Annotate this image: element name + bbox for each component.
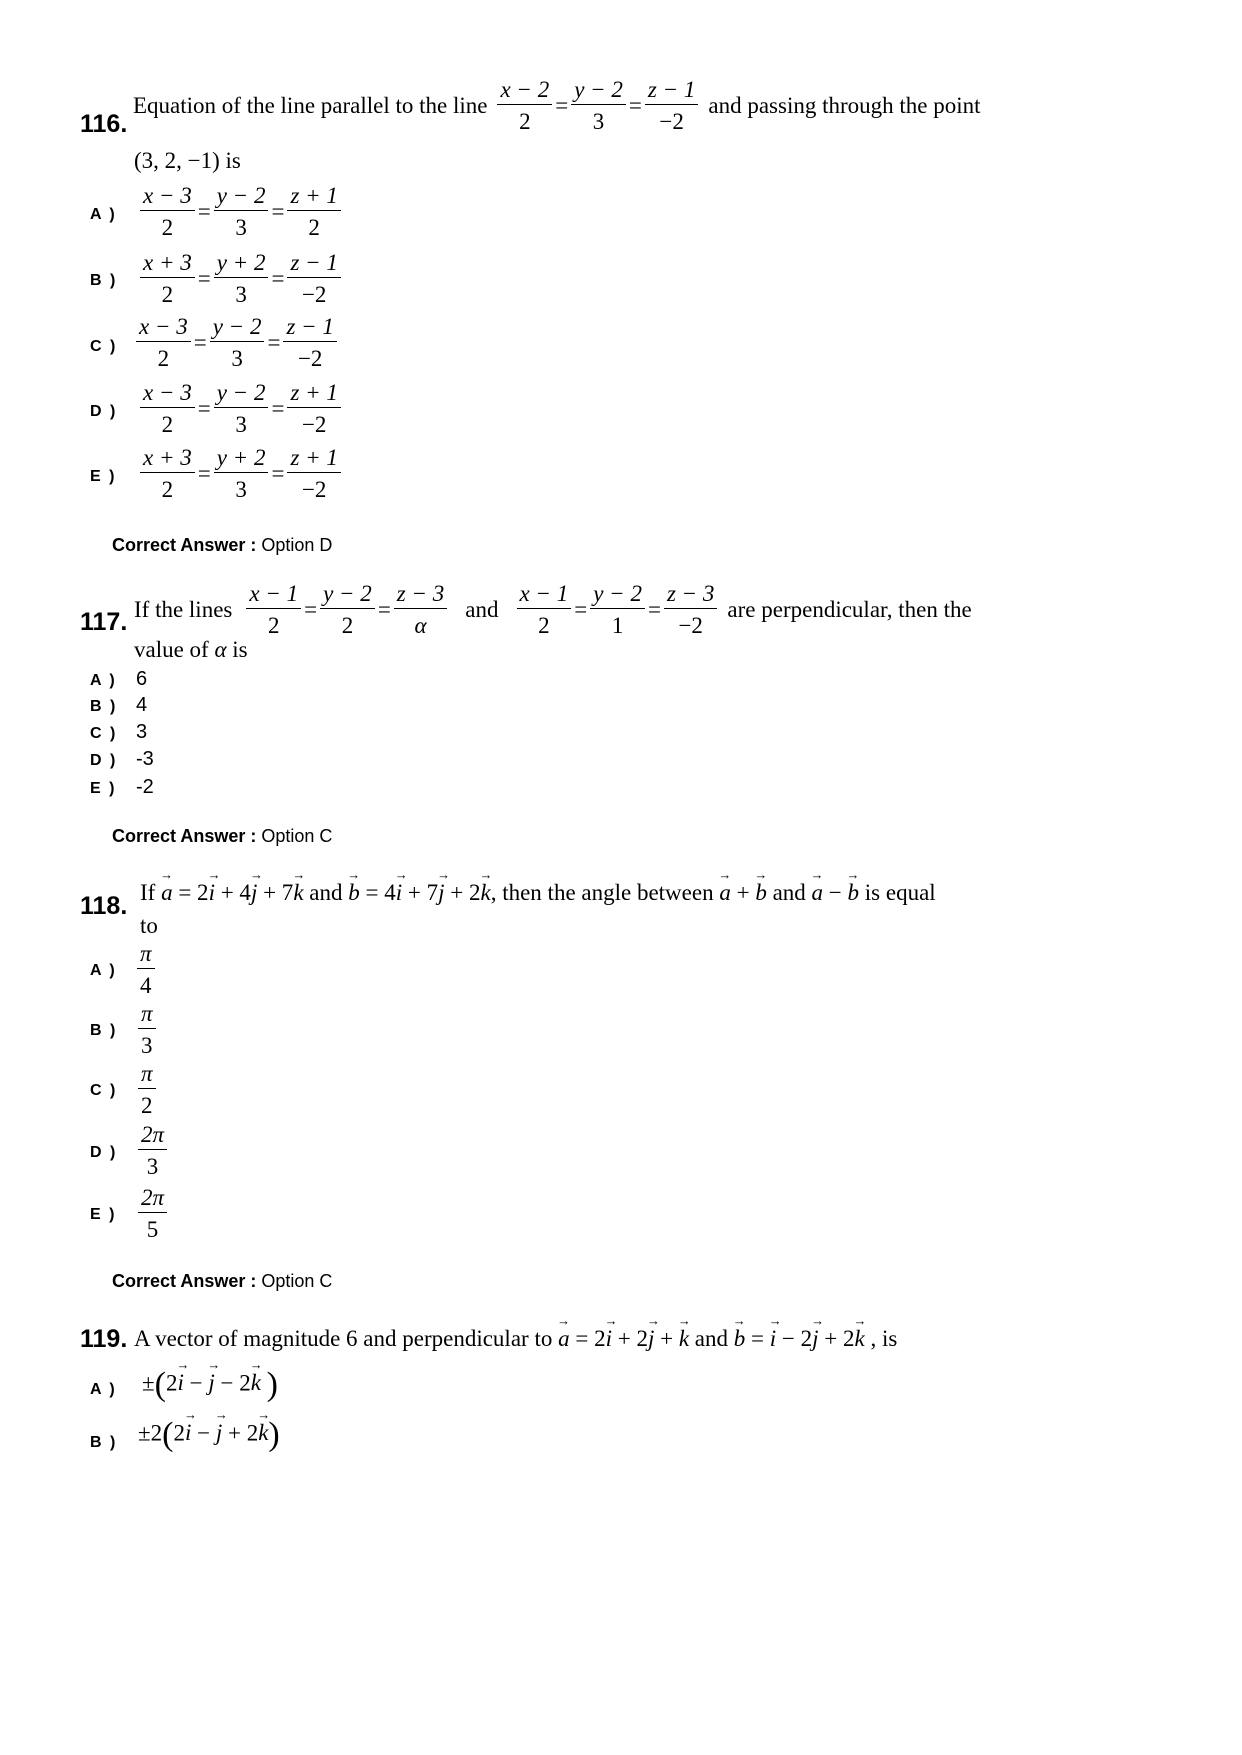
q116-option-b[interactable]: $\frac{x + 3}{2}$ = $\frac{y + 2}{3}$ = $\frac{z - 1}{-2}$ <box>138 251 343 306</box>
q117-option-c[interactable]: 3 <box>136 721 148 743</box>
q118-option-b[interactable]: $\frac{\pi}{3}$ <box>136 1002 158 1057</box>
q116-option-d-label: D ) <box>90 403 118 420</box>
q117-option-d[interactable]: -3 <box>136 748 154 770</box>
q116-stem-suffix: and passing through the point <box>708 92 981 118</box>
q116-option-e[interactable]: $\frac{x + 3}{2}$ = $\frac{y + 2}{3}$ = $\frac{z + 1}{-2}$ <box>138 446 343 501</box>
q119-option-b[interactable]: ±2(2→ i − → j + 2→ k) <box>138 1418 280 1452</box>
q117-line2: $\frac{x - 1}{2}$ = $\frac{y - 2}{1}$ = $\frac{z - 3}{-2}$ <box>515 582 720 637</box>
q119-stem: A vector of magnitude 6 and perpendicular to → a = 2→ i + 2→ j + → k and → b = → i − 2→ j + 2→ k , is <box>134 1326 897 1352</box>
q119-option-b-label: B ) <box>90 1434 118 1451</box>
q117-option-e[interactable]: -2 <box>136 776 154 798</box>
q116-option-e-label: E ) <box>90 468 117 485</box>
q118-correct-answer: Correct Answer : Option C <box>112 1271 333 1291</box>
q119-option-a-label: A ) <box>90 1381 117 1398</box>
q118-option-a-label: A ) <box>90 962 117 979</box>
q118-option-e[interactable]: $\frac{2\pi}{5}$ <box>136 1186 169 1241</box>
q116-stem-line1 <box>133 78 981 133</box>
q117-option-e-label: E ) <box>90 780 117 797</box>
q118-option-c-label: C ) <box>90 1082 118 1099</box>
q116-option-a[interactable]: $\frac{x - 3}{2}$ = $\frac{y - 2}{3}$ = $\frac{z + 1}{2}$ <box>138 184 343 239</box>
q117-option-a[interactable]: 6 <box>136 668 148 690</box>
q117-option-b[interactable]: 4 <box>136 694 148 716</box>
q116-option-c-label: C ) <box>90 338 118 355</box>
q117-line1: $\frac{x - 1}{2}$ = $\frac{y - 2}{2}$ = $\frac{z - 3}{\alpha}$ <box>244 582 449 637</box>
q118-option-c[interactable]: $\frac{\pi}{2}$ <box>136 1062 158 1117</box>
q118-option-e-label: E ) <box>90 1206 117 1223</box>
q118-option-b-label: B ) <box>90 1022 118 1039</box>
q116-option-d[interactable]: $\frac{x - 3}{2}$ = $\frac{y - 2}{3}$ = $\frac{z + 1}{-2}$ <box>138 381 343 436</box>
q116-stem-line2: (3, 2, −1) is <box>134 148 241 173</box>
q116-given-line: $\frac{x - 2}{2}$ = $\frac{y - 2}{3}$ = $\frac{z - 1}{-2}$ <box>495 78 700 133</box>
q117-stem-line1: If the lines $\frac{x - 1}{2}$ = $\frac{y - 2}{2}$ = $\frac{z - 3}{\alpha}$ and $\frac{x - 1}{2}$ = $\frac{y - 2}{1}$ = $\frac{z - 3}{-2}$ are perpendicular, then the <box>134 581 972 638</box>
q117-stem-line2: value of α is <box>134 637 248 662</box>
q119-number: 119. <box>80 1325 128 1353</box>
q117-option-b-label: B ) <box>90 698 118 715</box>
q118-number: 118. <box>80 892 128 920</box>
q117-option-d-label: D ) <box>90 752 118 769</box>
q116-option-b-label: B ) <box>90 272 118 289</box>
q116-stem-prefix: Equation of the line parallel to the line <box>133 92 488 118</box>
q118-option-a[interactable]: $\frac{\pi}{4}$ <box>135 942 157 997</box>
q119-option-a[interactable]: ±(2→ i − → j − 2→ k ) <box>142 1368 278 1402</box>
q117-number: 117. <box>80 608 128 636</box>
q118-stem-line1: If → a = 2→ i + 4→ j + 7→ k and → b = 4→ i + 7→ j + 2→ k, then the angle between → a + → b and → a − → b is equal <box>140 880 936 906</box>
q116-point: (3, 2, −1) <box>134 148 220 173</box>
q118-option-d[interactable]: $\frac{2\pi}{3}$ <box>136 1123 169 1178</box>
q116-option-c[interactable]: $\frac{x - 3}{2}$ = $\frac{y - 2}{3}$ = $\frac{z - 1}{-2}$ <box>134 315 339 370</box>
q117-option-c-label: C ) <box>90 725 118 742</box>
q116-number: 116. <box>80 110 128 138</box>
q118-stem-line2: to <box>140 913 158 938</box>
q116-option-a-label: A ) <box>90 206 117 223</box>
q117-correct-answer: Correct Answer : Option C <box>112 826 333 846</box>
q117-option-a-label: A ) <box>90 672 117 689</box>
q116-correct-answer: Correct Answer : Option D <box>112 535 333 555</box>
q118-option-d-label: D ) <box>90 1144 118 1161</box>
